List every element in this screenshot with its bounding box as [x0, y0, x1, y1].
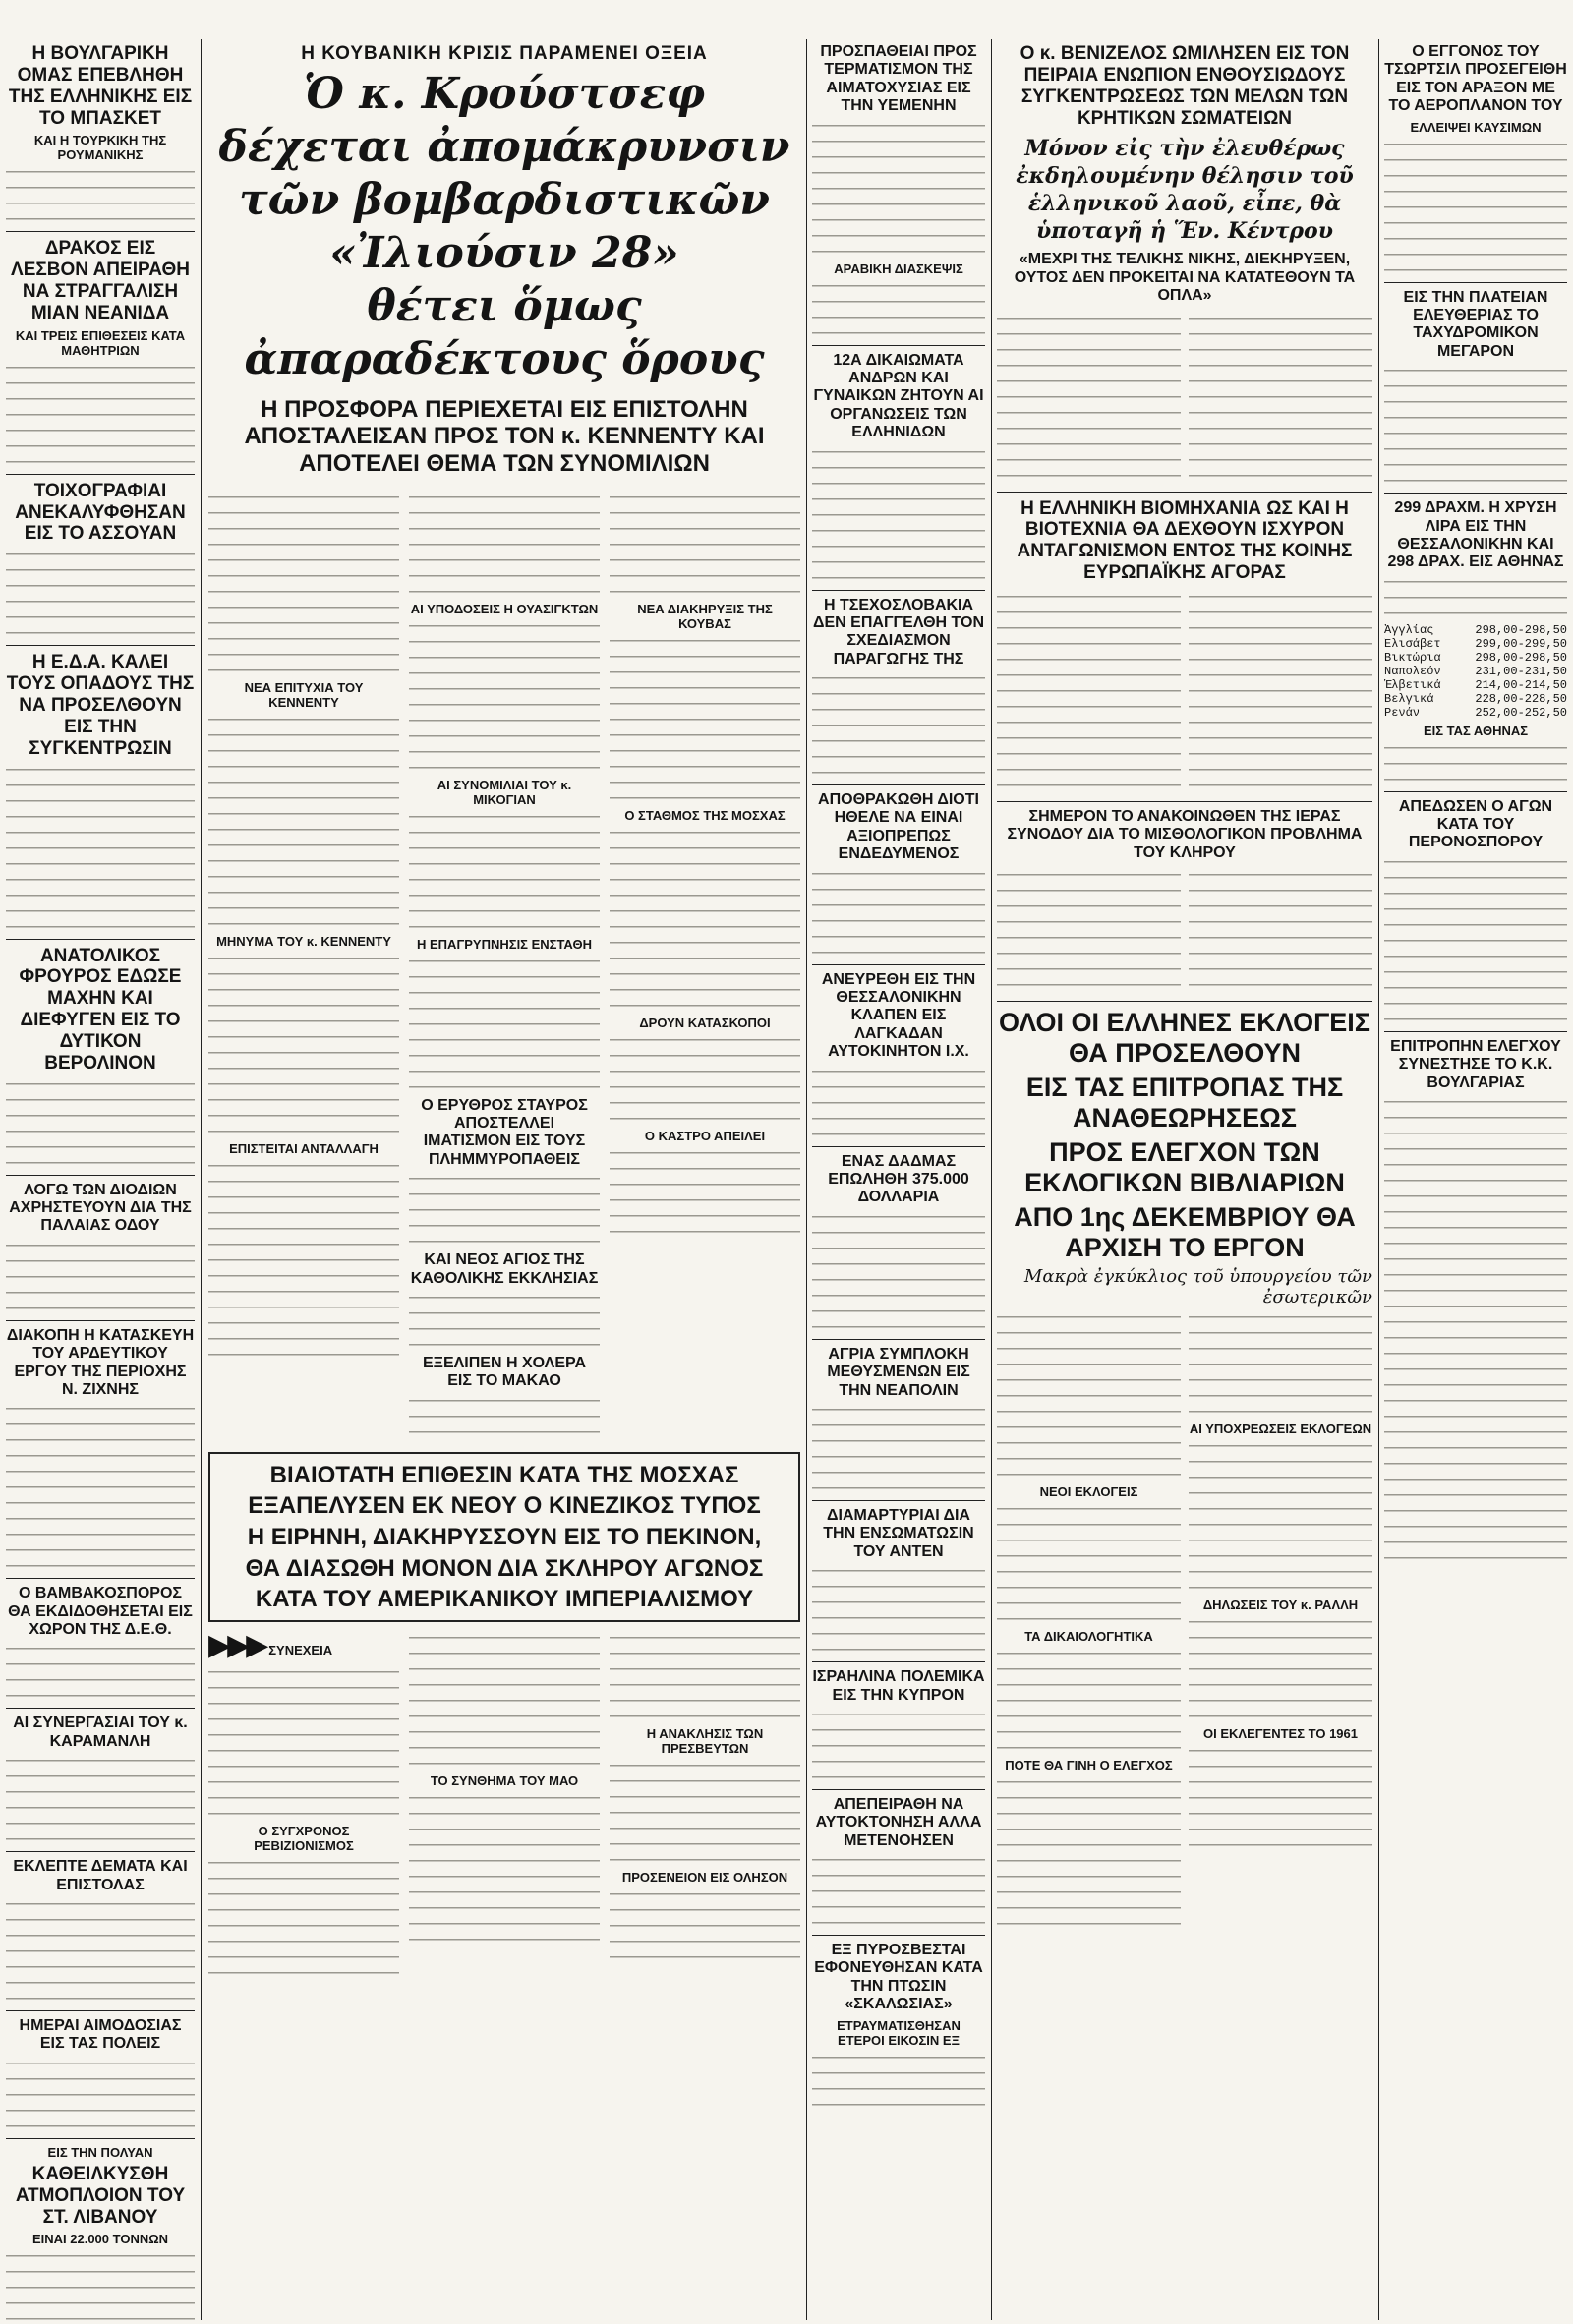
- price-value: 214,00-214,50: [1475, 677, 1567, 692]
- headline-voters-2: ΕΙΣ ΤΑΣ ΕΠΙΤΡΟΠΑΣ ΤΗΣ ΑΝΑΘΕΩΡΗΣΕΩΣ: [1025, 1073, 1344, 1133]
- kicker-revisionism: Ο ΣΥΓΧΡΟΝΟΣ ΡΕΒΙΖΙΟΝΙΣΜΟΣ: [254, 1823, 354, 1853]
- article-body: [6, 1403, 195, 1572]
- article-body: [6, 1755, 195, 1845]
- headline-diamond: ΕΝΑΣ ΔΑΔΜΑΣ ΕΠΩΛΗΘΗ 375.000 ΔΟΛΛΑΡΙΑ: [828, 1152, 969, 1206]
- headline-red-cross: Ο ΕΡΥΘΡΟΣ ΣΤΑΥΡΟΣ ΑΠΟΣΤΕΛΛΕΙ ΙΜΑΤΙΣΜΟΝ ΕΙΣ ΤΟΥΣ ΠΛΗΜΜΥΡΟΠΑΘΕΙΣ: [421, 1096, 588, 1168]
- article-body: [6, 2250, 195, 2320]
- headline-suicide: ΑΠΕΠΕΙΡΑΘΗ ΝΑ ΑΥΤΟΚΤΟΝΗΣΗ ΑΛΛΑ ΜΕΤΕΝΟΗΣΕΝ: [815, 1795, 982, 1849]
- subhead-basket: ΚΑΙ Η ΤΟΥΡΚΙΚΗ ΤΗΣ ΡΟΥΜΑΝΙΚΗΣ: [33, 133, 167, 163]
- headline-naples: ΑΓΡΙΑ ΣΥΜΠΛΟΚΗ ΜΕΘΥΣΜΕΝΩΝ ΕΙΣ ΤΗΝ ΝΕΑΠΟΛΙΝ: [827, 1345, 970, 1399]
- price-label: Ρενάν: [1384, 705, 1421, 720]
- price-label: Βικτώρια: [1384, 650, 1441, 665]
- price-row: [1384, 706, 1567, 720]
- kicker-obligations: ΑΙ ΥΠΟΧΡΕΩΣΕΙΣ ΕΚΛΟΓΕΩΝ: [1189, 1422, 1372, 1437]
- subhead-steamship: ΕΙΝΑΙ 22.000 ΤΟΝΝΩΝ: [31, 2232, 169, 2247]
- kicker-mao-slogan: ΤΟ ΣΥΝΘΗΜΑ ΤΟΥ ΜΑΟ: [430, 1772, 579, 1788]
- kicker-castro: Ο ΚΑΣΤΡΟ ΑΠΕΙΛΕΙ: [644, 1128, 766, 1143]
- column-rule: [1378, 39, 1379, 2320]
- article-body: [6, 1643, 195, 1702]
- kicker-rallis: ΔΗΛΩΣΕΙΣ ΤΟΥ κ. ΡΑΛΛΗ: [1202, 1598, 1359, 1613]
- article-body: [6, 549, 195, 639]
- kicker-athens: ΕΙΣ ΤΑΣ ΑΘΗΝΑΣ: [1423, 723, 1529, 738]
- price-row: [1384, 623, 1567, 637]
- kicker-polyan: ΕΙΣ ΤΗΝ ΠΟΛΥΑΝ: [47, 2144, 153, 2160]
- price-value: 299,00-299,50: [1475, 636, 1567, 651]
- headline-venizelos: Ο κ. ΒΕΝΙΖΕΛΟΣ ΩΜΙΛΗΣΕΝ ΕΙΣ ΤΟΝ ΠΕΙΡΑΙΑ ΕΝΩΠΙΟΝ ΕΝΘΟΥΣΙΩΔΟΥΣ ΣΥΓΚΕΝΤΡΩΣΕΩΣ ΤΩΝ ΜΕΛΩΝ ΤΩΝ ΚΡΗΤΙΚΩΝ ΣΩΜΑΤΕΙΩΝ: [1020, 43, 1350, 129]
- kicker-kennedy-success: ΝΕΑ ΕΠΙΤΥΧΙΑ ΤΟΥ ΚΕΝΝΕΝΤΥ: [244, 679, 364, 710]
- kicker-vigilance: Η ΕΠΑΓΡΥΠΝΗΣΙΣ ΕΝΣΤΑΘΗ: [417, 936, 592, 952]
- price-label: Ναπολεόν: [1384, 664, 1441, 678]
- price-label: Ἐλισάβετ: [1384, 636, 1441, 651]
- price-label: Ἑλβετικά: [1384, 677, 1441, 692]
- column-4: [997, 39, 1372, 2320]
- gold-price-table: [1384, 623, 1567, 720]
- kicker-spies: ΔΡΟΥΝ ΚΑΤΑΣΚΟΠΟΙ: [639, 1015, 771, 1030]
- china-line1: ΒΙΑΙΟΤΑΤΗ ΕΠΙΘΕΣΙΝ ΚΑΤΑ ΤΗΣ ΜΟΣΧΑΣ: [269, 1461, 739, 1488]
- headline-bulgaria-committee: ΕΠΙΤΡΟΠΗΝ ΕΛΕΓΧΟΥ ΣΥΝΕΣΤΗΣΕ ΤΟ Κ.Κ. ΒΟΥΛΓΑΡΙΑΣ: [1390, 1037, 1561, 1091]
- price-label: Ἀγγλίας: [1384, 622, 1434, 637]
- price-row: [1384, 637, 1567, 651]
- column-3: [812, 39, 985, 2320]
- headline-karamanlis: ΑΙ ΣΥΝΕΡΓΑΣΙΑΙ ΤΟΥ κ. ΚΑΡΑΜΑΝΛΗ: [13, 1714, 188, 1750]
- price-value: 231,00-231,50: [1475, 664, 1567, 678]
- continuation-label: ΣΥΝΕΧΕΙΑ: [268, 1642, 333, 1657]
- headline-israel: ΙΣΡΑΗΛΙΝΑ ΠΟΛΕΜΙΚΑ ΕΙΣ ΤΗΝ ΚΥΠΡΟΝ: [812, 1668, 985, 1704]
- cuba-col-b: [409, 488, 600, 1442]
- headline-cholera: ΕΞΕΛΙΠΕΝ Η ΧΟΛΕΡΑ ΕΙΣ ΤΟ ΜΑΚΑΟ: [422, 1354, 587, 1390]
- headline-stolen-car: ΑΝΕΥΡΕΘΗ ΕΙΣ ΤΗΝ ΘΕΣΣΑΛΟΝΙΚΗΝ ΚΛΑΠΕΝ ΕΙΣ ΛΑΓΚΑΔΑΝ ΑΥΤΟΚΙΝΗΤΟΝ Ι.Χ.: [821, 970, 976, 1061]
- headline-aden: ΔΙΑΜΑΡΤΥΡΙΑΙ ΔΙΑ ΤΗΝ ΕΝΣΩΜΑΤΩΣΙΝ ΤΟΥ ΑΝΤΕΝ: [823, 1506, 974, 1560]
- price-row: [1384, 651, 1567, 665]
- kicker-exchange: ΕΠΙΣΤΕΙΤΑΙ ΑΝΤΑΛΛΑΓΗ: [229, 1140, 379, 1156]
- article-body: [6, 362, 195, 468]
- kicker-kennedy-message: ΜΗΝΥΜΑ ΤΟΥ κ. ΚΕΝΝΕΝΤΥ: [216, 933, 391, 949]
- kicker-cuba-declaration: ΝΕΑ ΔΙΑΚΗΡΥΞΙΣ ΤΗΣ ΚΟΥΒΑΣ: [637, 601, 773, 631]
- kicker-arab-conference: ΑΡΑΒΙΚΗ ΔΙΑΣΚΕΨΙΣ: [834, 261, 963, 276]
- price-value: 298,00-298,50: [1475, 650, 1567, 665]
- headline-czechoslovakia: Η ΤΣΕΧΟΣΛΟΒΑΚΙΑ ΔΕΝ ΕΠΑΓΓΕΛΘΗ ΤΟΝ ΣΧΕΔΙΑΣΜΟΝ ΠΑΡΑΓΩΓΗΣ ΤΗΣ: [812, 596, 985, 668]
- china-article-columns: [208, 1628, 800, 1983]
- headline-tolls: ΛΟΓΩ ΤΩΝ ΔΙΟΔΙΩΝ ΑΧΡΗΣΤΕΥΟΥΝ ΔΙΑ ΤΗΣ ΠΑΛΑΙΑΣ ΟΔΟΥ: [9, 1181, 192, 1235]
- price-row: [1384, 665, 1567, 678]
- headline-border-guard: ΑΝΑΤΟΛΙΚΟΣ ΦΡΟΥΡΟΣ ΕΔΩΣΕ ΜΑΧΗΝ ΚΑΙ ΔΙΕΦΥΓΕΝ ΕΙΣ ΤΟ ΔΥΤΙΚΟΝ ΒΕΡΟΛΙΝΟΝ: [19, 945, 182, 1074]
- main-headline-line3: θέτει ὅμως ἀπαραδέκτους ὅρους: [244, 280, 765, 384]
- china-line4: ΘΑ ΔΙΑΣΩΘΗ ΜΟΝΟΝ ΔΙΑ ΣΚΛΗΡΟΥ ΑΓΩΝΟΣ: [245, 1554, 764, 1582]
- headline-firemen: ΕΞ ΠΥΡΟΣΒΕΣΤΑΙ ΕΦΟΝΕΥΘΗΣΑΝ ΚΑΤΑ ΤΗΝ ΠΤΩΣΙΝ «ΣΚΑΛΩΣΙΑΣ»: [814, 1942, 983, 2013]
- kicker-ambassadors: Η ΑΝΑΚΛΗΣΙΣ ΤΩΝ ΠΡΕΣΒΕΥΤΩΝ: [646, 1725, 764, 1756]
- headline-gold-pound: 299 ΔΡΑΧΜ. Η ΧΡΥΣΗ ΛΙΡΑ ΕΙΣ ΤΗΝ ΘΕΣΣΑΛΟΝΙΚΗΝ ΚΑΙ 298 ΔΡΑΧ. ΕΙΣ ΑΘΗΝΑΣ: [1387, 499, 1564, 571]
- top-banner: Η ΚΟΥΒΑΝΙΚΗ ΚΡΙΣΙΣ ΠΑΡΑΜΕΝΕΙ ΟΞΕΙΑ: [301, 43, 708, 64]
- voters-subheadline: Μακρὰ ἐγκύκλιος τοῦ ὑπουργείου τῶν ἐσωτερικῶν: [1023, 1266, 1372, 1308]
- headline-cotton: Ο ΒΑΜΒΑΚΟΣΠΟΡΟΣ ΘΑ ΕΚΔΙΔΟΘΗΣΕΤΑΙ ΕΙΣ ΧΩΡΟΝ ΤΗΣ Δ.Ε.Θ.: [8, 1585, 193, 1639]
- headline-new-saint: ΚΑΙ ΝΕΟΣ ΑΓΙΟΣ ΤΗΣ ΚΑΘΟΛΙΚΗΣ ΕΚΚΛΗΣΙΑΣ: [410, 1251, 599, 1287]
- headline-voters-1: ΟΛΟΙ ΟΙ ΕΛΛΗΝΕΣ ΕΚΛΟΓΕΙΣ ΘΑ ΠΡΟΣΕΛΘΟΥΝ: [998, 1008, 1371, 1069]
- column-rule: [991, 39, 992, 2320]
- main-subheadline: Η ΠΡΟΣΦΟΡΑ ΠΕΡΙΕΧΕΤΑΙ ΕΙΣ ΕΠΙΣΤΟΛΗΝ ΑΠΟΣΤΑΛΕΙΣΑΝ ΠΡΟΣ ΤΟΝ κ. ΚΕΝΝΕΝΤΥ ΚΑΙ ΑΠΟΤΕΛΕΙ ΘΕΜΑ ΤΩΝ ΣΥΝΟΜΙΛΙΩΝ: [244, 395, 765, 478]
- headline-churchill: Ο ΕΓΓΟΝΟΣ ΤΟΥ ΤΣΩΡΤΣΙΛ ΠΡΟΣΕΓΕΙΘΗ ΕΙΣ ΤΟΝ ΑΡΑΞΟΝ ΜΕ ΤΟ ΑΕΡΟΠΛΑΝΟΝ ΤΟΥ: [1384, 43, 1567, 115]
- headline-basket: Η ΒΟΥΛΓΑΡΙΚΗ ΟΜΑΣ ΕΠΕΒΛΗΘΗ ΤΗΣ ΕΛΛΗΝΙΚΗΣ ΕΙΣ ΤΟ ΜΠΑΣΚΕΤ: [8, 43, 193, 129]
- headline-lesvos: ΔΡΑΚΟΣ ΕΙΣ ΛΕΣΒΟΝ ΑΠΕΙΡΑΘΗ ΝΑ ΣΤΡΑΓΓΑΛΙΣΗ ΜΙΑΝ ΝΕΑΝΙΔΑ: [11, 238, 190, 323]
- headline-industry: Η ΕΛΛΗΝΙΚΗ ΒΙΟΜΗΧΑΝΙΑ ΩΣ ΚΑΙ Η ΒΙΟΤΕΧΝΙΑ ΘΑ ΔΕΧΘΟΥΝ ΙΣΧΥΡΟΝ ΑΝΤΑΓΩΝΙΣΜΟΝ ΕΝΤΟΣ ΤΗΣ ΚΟΙΝΗΣ ΕΥΡΩΠΑΪΚΗΣ ΑΓΟΡΑΣ: [1017, 497, 1353, 584]
- china-line2: ΕΞΑΠΕΛΥΣΕΝ ΕΚ ΝΕΟΥ Ο ΚΙΝΕΖΙΚΟΣ ΤΥΠΟΣ: [248, 1492, 761, 1520]
- headline-dressed: ΑΠΟΘΡΑΚΩΘΗ ΔΙΟΤΙ ΗΘΕΛΕ ΝΑ ΕΙΝΑΙ ΑΞΙΟΠΡΕΠΩΣ ΕΝΔΕΔΥΜΕΝΟΣ: [818, 791, 979, 863]
- headline-aswan: ΤΟΙΧΟΓΡΑΦΙΑΙ ΑΝΕΚΑΛΥΦΘΗΣΑΝ ΕΙΣ ΤΟ ΑΣΣΟΥΑΝ: [15, 480, 186, 545]
- price-value: 252,00-252,50: [1475, 705, 1567, 720]
- headline-steamship: ΚΑΘΕΙΛΚΥΣΘΗ ΑΤΜΟΠΛΟΙΟΝ ΤΟΥ ΣΤ. ΛΙΒΑΝΟΥ: [15, 2163, 186, 2228]
- kicker-mikoyan: ΑΙ ΣΥΝΟΜΙΛΙΑΙ ΤΟΥ κ. ΜΙΚΟΓΙΑΝ: [437, 777, 572, 807]
- headline-irrigation: ΔΙΑΚΟΠΗ Η ΚΑΤΑΣΚΕΥΗ ΤΟΥ ΑΡΔΕΥΤΙΚΟΥ ΕΡΓΟΥ ΤΗΣ ΠΕΡΙΟΧΗΣ Ν. ΖΙΧΝΗΣ: [6, 1326, 195, 1398]
- headline-eda: Η Ε.Δ.Α. ΚΑΛΕΙ ΤΟΥΣ ΟΠΑΔΟΥΣ ΤΗΣ ΝΑ ΠΡΟΣΕΛΘΟΥΝ ΕΙΣ ΤΗΝ ΣΥΓΚΕΝΤΡΩΣΙΝ: [6, 652, 195, 759]
- china-line3: Η ΕΙΡΗΝΗ, ΔΙΑΚΗΡΥΣΣΟΥΝ ΕΙΣ ΤΟ ΠΕΚΙΝΟΝ,: [247, 1523, 762, 1550]
- kicker-new-voters: ΝΕΟΙ ΕΚΛΟΓΕΙΣ: [1039, 1484, 1138, 1500]
- cuba-col-a: [208, 488, 399, 1442]
- headline-parcels: ΕΚΛΕΠΤΕ ΔΕΜΑΤΑ ΚΑΙ ΕΠΙΣΤΟΛΑΣ: [13, 1858, 188, 1893]
- headline-rights: 12Α ΔΙΚΑΙΩΜΑΤΑ ΑΝΔΡΩΝ ΚΑΙ ΓΥΝΑΙΚΩΝ ΖΗΤΟΥΝ ΑΙ ΟΡΓΑΝΩΣΕΙΣ ΤΩΝ ΕΛΛΗΝΙΔΩΝ: [813, 351, 984, 441]
- headline-blood-donation: ΗΜΕΡΑΙ ΑΙΜΟΔΟΣΙΑΣ ΕΙΣ ΤΑΣ ΠΟΛΕΙΣ: [19, 2017, 182, 2053]
- price-row: [1384, 692, 1567, 706]
- kicker-olisson: ΠΡΟΣΕΝΕΙΟΝ ΕΙΣ ΟΛΗΣΟΝ: [621, 1869, 788, 1885]
- column-5: [1384, 39, 1567, 2320]
- china-line5: ΚΑΤΑ ΤΟΥ ΑΜΕΡΙΚΑΝΙΚΟΥ ΙΜΠΕΡΙΑΛΙΣΜΟΥ: [255, 1586, 754, 1613]
- kicker-elected-1961: ΟΙ ΕΚΛΕΓΕΝΤΕΣ ΤΟ 1961: [1203, 1726, 1358, 1742]
- article-body: [6, 764, 195, 933]
- venizelos-quote: «ΜΕΧΡΙ ΤΗΣ ΤΕΛΙΚΗΣ ΝΙΚΗΣ, ΔΙΕΚΗΡΥΞΕΝ, ΟΥΤΟΣ ΔΕΝ ΠΡΟΚΕΙΤΑΙ ΝΑ ΚΑΤΑΤΕΘΟΥΝ ΤΑ ΟΠΛΑ»: [1014, 251, 1356, 305]
- headline-peronospora: ΑΠΕΔΩΣΕΝ Ο ΑΓΩΝ ΚΑΤΑ ΤΟΥ ΠΕΡΟΝΟΣΠΟΡΟΥ: [1398, 797, 1553, 851]
- article-body: [6, 2058, 195, 2132]
- headline-post-office: ΕΙΣ ΤΗΝ ΠΛΑΤΕΙΑΝ ΕΛΕΥΘΕΡΙΑΣ ΤΟ ΤΑΧΥΔΡΟΜΙΚΟΝ ΜΕΓΑΡΟΝ: [1403, 288, 1548, 360]
- headline-voters-3: ΠΡΟΣ ΕΛΕΓΧΟΝ ΤΩΝ ΕΚΛΟΓΙΚΩΝ ΒΙΒΛΙΑΡΙΩΝ: [1024, 1137, 1345, 1198]
- column-2: [208, 39, 800, 2320]
- subhead-lesvos: ΚΑΙ ΤΡΕΙΣ ΕΠΙΘΕΣΕΙΣ ΚΑΤΑ ΜΑΘΗΤΡΙΩΝ: [15, 327, 186, 358]
- main-headline-line2: τῶν βομβαρδιστικῶν «Ἰλιούσιν 28»: [239, 174, 770, 278]
- price-value: 298,00-298,50: [1475, 622, 1567, 637]
- price-label: Βελγικά: [1384, 691, 1434, 706]
- price-value: 228,00-228,50: [1475, 691, 1567, 706]
- article-body: [6, 1240, 195, 1314]
- arrow-icon: ▶▶▶: [208, 1627, 265, 1662]
- column-rule: [806, 39, 807, 2320]
- china-box: [208, 1452, 800, 1622]
- cuba-col-c: [610, 488, 800, 1442]
- column-1: [6, 39, 195, 2320]
- headline-voters-4: ΑΠΟ 1ης ΔΕΚΕΜΒΡΙΟΥ ΘΑ ΑΡΧΙΣΗ ΤΟ ΕΡΓΟΝ: [1014, 1202, 1356, 1263]
- kicker-documents: ΤΑ ΔΙΚΑΙΟΛΟΓΗΤΙΚΑ: [1024, 1629, 1153, 1645]
- venizelos-script: Μόνον εἰς τὴν ἐλευθέρως ἐκδηλουμένην θέλησιν τοῦ ἑλληνικοῦ λαοῦ, εἶπε, θὰ ὑποταγῆ ἡ Ἕν. Κέντρου: [1016, 136, 1354, 245]
- article-body: [6, 1898, 195, 2004]
- headline-yemen: ΠΡΟΣΠΑΘΕΙΑΙ ΠΡΟΣ ΤΕΡΜΑΤΙΣΜΟΝ ΤΗΣ ΑΙΜΑΤΟΧΥΣΙΑΣ ΕΙΣ ΤΗΝ ΥΕΜΕΝΗΝ: [820, 43, 977, 115]
- kicker-moscow-station: Ο ΣΤΑΘΜΟΣ ΤΗΣ ΜΟΣΧΑΣ: [624, 807, 786, 823]
- article-body: [6, 166, 195, 225]
- article-body: [6, 1078, 195, 1169]
- main-headline-line1: Ὁ κ. Κρούστσεφ δέχεται ἀπομάκρυνσιν: [218, 68, 790, 172]
- kicker-when-check: ΠΟΤΕ ΘΑ ΓΙΝΗ Ο ΕΛΕΓΧΟΣ: [1005, 1758, 1173, 1773]
- subhead-churchill: ΕΛΛΕΙΨΕΙ ΚΑΥΣΙΜΩΝ: [1410, 119, 1542, 135]
- subhead-firemen: ΕΤΡΑΥΜΑΤΙΣΘΗΣΑΝ ΕΤΕΡΟΙ ΕΙΚΟΣΙΝ ΕΞ: [837, 2017, 961, 2048]
- cuba-article-columns: [208, 488, 800, 1442]
- price-row: [1384, 678, 1567, 692]
- kicker-washington: ΑΙ ΥΠΟΔΟΣΕΙΣ Η ΟΥΑΣΙΓΚΤΩΝ: [410, 601, 599, 616]
- column-rule: [201, 39, 202, 2320]
- headline-synod: ΣΗΜΕΡΟΝ ΤΟ ΑΝΑΚΟΙΝΩΘΕΝ ΤΗΣ ΙΕΡΑΣ ΣΥΝΟΔΟΥ ΔΙΑ ΤΟ ΜΙΣΘΟΛΟΓΙΚΟΝ ΠΡΟΒΛΗΜΑ ΤΟΥ ΚΛΗΡΟΥ: [1007, 807, 1363, 861]
